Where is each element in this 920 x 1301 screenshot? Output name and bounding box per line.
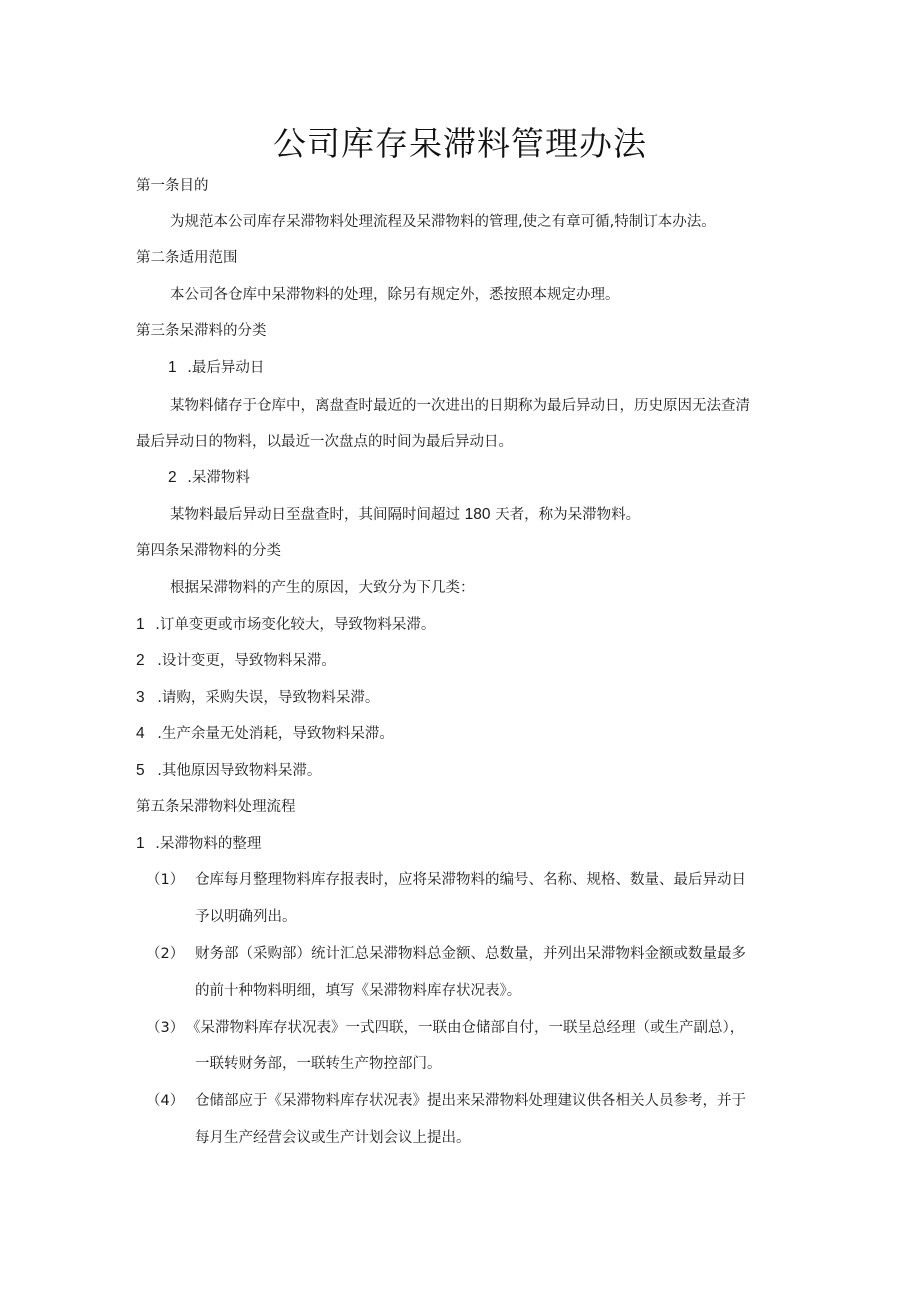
article-3-item-2-body <box>170 505 640 525</box>
article-2-heading: 第二条适用范围 <box>136 250 238 266</box>
item-number: 2 <box>168 469 177 486</box>
point-3-line-1: 《呆滞物料库存状况表》一式四联，一联由仓储部自付，一联呈总经理（或生产副总）， <box>186 1020 745 1036</box>
list-item <box>136 688 379 708</box>
list-item <box>136 615 435 635</box>
item-label: .呆滞物料的整理 <box>155 836 262 852</box>
item-label: .最后异动日 <box>187 360 265 376</box>
item-text: .设计变更，导致物料呆滞。 <box>157 653 336 669</box>
point-1-line-1: 仓库每月整理物料库存报表时，应将呆滞物料的编号、名称、规格、数量、最后异动日 <box>195 872 746 888</box>
article-1-body: 为规范本公司库存呆滞物料处理流程及呆滞物料的管理,使之有章可循,特制订本办法。 <box>170 214 716 230</box>
point-1-line-2: 予以明确列出。 <box>195 909 297 925</box>
item-number: 3 <box>136 689 145 706</box>
list-item <box>136 761 321 781</box>
item-number: 1 <box>136 616 145 633</box>
point-4-mark: （4） <box>146 1093 185 1109</box>
article-3-item-2 <box>168 468 250 488</box>
point-2-line-1: 财务部（采购部）统计汇总呆滞物料总金额、总数量，并列出呆滞物料金额或数量最多 <box>195 946 746 962</box>
point-3-line-2: 一联转财务部，一联转生产物控部门。 <box>195 1056 442 1072</box>
body-text-post: 天者，称为呆滞物料。 <box>495 507 641 523</box>
item-text: .其他原因导致物料呆滞。 <box>157 763 322 779</box>
days-value: 180 <box>464 506 491 523</box>
article-3-heading: 第三条呆滞料的分类 <box>136 323 267 339</box>
item-text: .请购，采购失误，导致物料呆滞。 <box>157 690 380 706</box>
article-3-item-1-body-line-2: 最后异动日的物料，以最近一次盘点的时间为最后异动日。 <box>136 434 513 450</box>
article-1-heading: 第一条目的 <box>136 178 209 194</box>
item-number: 2 <box>136 652 145 669</box>
item-label: .呆滞物料 <box>187 470 250 486</box>
list-item <box>136 651 336 671</box>
point-1-mark: （1） <box>146 872 185 888</box>
point-4-line-1: 仓储部应于《呆滞物料库存状况表》提出来呆滞物料处理建议供各相关人员参考，并于 <box>195 1093 746 1109</box>
body-text-pre: 某物料最后异动日至盘查时，其间隔时间超过 <box>170 507 460 523</box>
item-number: 4 <box>136 725 145 742</box>
item-text: .订单变更或市场变化较大，导致物料呆滞。 <box>155 617 436 633</box>
article-5-subsection-1 <box>136 834 261 854</box>
point-2-mark: （2） <box>146 946 185 962</box>
point-3-mark: （3） <box>146 1020 185 1036</box>
article-2-body: 本公司各仓库中呆滞物料的处理，除另有规定外，悉按照本规定办理。 <box>170 287 620 303</box>
article-3-item-1-body-line-1: 某物料储存于仓库中，离盘查时最近的一次进出的日期称为最后异动日，历史原因无法查清 <box>170 398 750 414</box>
item-text: .生产余量无处消耗，导致物料呆滞。 <box>157 726 394 742</box>
item-number: 1 <box>168 359 177 376</box>
article-4-heading: 第四条呆滞物料的分类 <box>136 543 281 559</box>
document-title: 公司库存呆滞料管理办法 <box>273 124 647 163</box>
article-4-intro: 根据呆滞物料的产生的原因，大致分为下几类： <box>170 580 475 596</box>
article-3-item-1 <box>168 358 264 378</box>
item-number: 1 <box>136 835 145 852</box>
list-item <box>136 724 394 744</box>
article-5-heading: 第五条呆滞物料处理流程 <box>136 799 296 815</box>
item-number: 5 <box>136 762 145 779</box>
point-2-line-2: 的前十种物料明细，填写《呆滞物料库存状况表》。 <box>195 983 522 999</box>
point-4-line-2: 每月生产经营会议或生产计划会议上提出。 <box>195 1130 471 1146</box>
